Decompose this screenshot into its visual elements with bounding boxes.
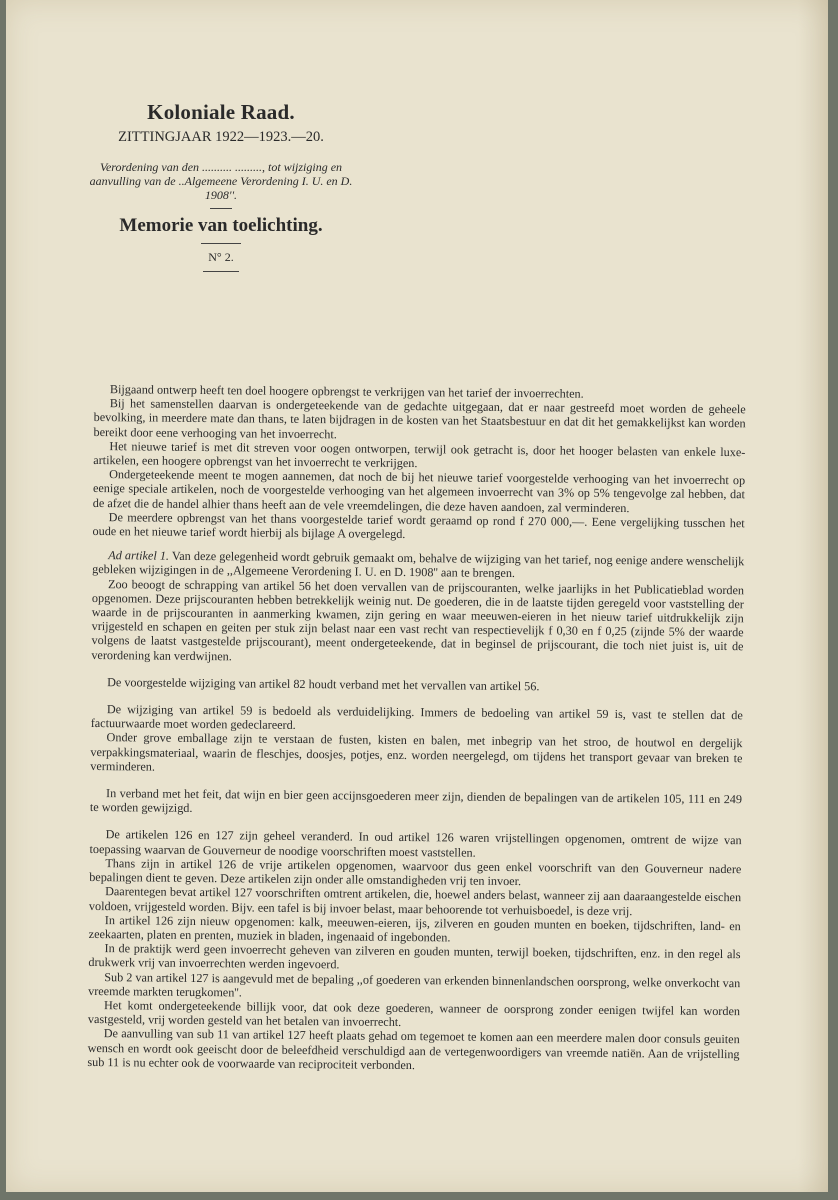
paragraph-text: Van deze gelegenheid wordt gebruik gemaakt om, behalve de wijziging van het tarief, nog eenige andere wenschelijk gebleken wijzigingen in de ,,Algemeene Verordening I. U. en D. 1908'' aan te brengen. bbox=[92, 548, 745, 581]
paragraph: Sub 2 van artikel 127 is aangevuld met de bepaling ,,of goederen van erkenden binnenlandschen oorsprong, welke onverkocht van vreemde markten terugkomen''. bbox=[88, 969, 741, 1000]
paragraph: Bijgaand ontwerp heeft ten doel hoogere opbrengst te verkrijgen van het tarief der invoerrechten. bbox=[109, 382, 584, 401]
memorandum-body bbox=[87, 382, 746, 1075]
divider bbox=[201, 243, 241, 244]
session-line: ZITTINGJAAR 1922—1923.—20. bbox=[118, 129, 324, 145]
document-header bbox=[76, 100, 366, 278]
divider bbox=[203, 271, 239, 272]
paragraph: Ondergeteekende meent te mogen aannemen, dat noch de bij het nieuwe tarief voorgestelde verhooging van het invoerrecht op eenige speciale artikelen, noch de voorgestelde verhooging van het algemeen invoerrecht van 3% op 5% tengevolge zal hebben, dat de afzet die de handel alhier thans heeft aan de vele vreemdelingen, die deze haven aandoen, zal verminderen. bbox=[92, 467, 746, 515]
paragraph: In verband met het feit, dat wijn en bier geen accijnsgoederen meer zijn, dienden de bepalingen van de artikelen 105, 111 en 249 te worden gewijzigd. bbox=[89, 786, 743, 816]
divider bbox=[210, 208, 232, 209]
document-title: Koloniale Raad. bbox=[147, 100, 295, 124]
article-label: Ad artikel 1. bbox=[108, 548, 170, 563]
paragraph: De voorgestelde wijziging van artikel 82 houdt verband met het vervallen van artikel 56. bbox=[107, 674, 540, 694]
paragraph: In artikel 126 zijn nieuw opgenomen: kalk, meeuwen-eieren, ijs, zilveren en gouden munten en boeken, tijdschriften, land- en zeekaarten, platen en prenten, muziek in bladen, ingenaaid of ingebonden. bbox=[88, 912, 741, 945]
paragraph: Het nieuwe tarief is met dit streven voor oogen ontworpen, terwijl ook getracht is, door het hooger belasten van enkele luxe-artikelen, een hoogere opbrengst van het invoerrecht te verkrijgen. bbox=[93, 438, 746, 471]
paragraph: Bij het samenstellen daarvan is ondergeteekende van de gedachte uitgegaan, dat er naar gestreefd moet worden de geheele bevolking, in meerdere mate dan thans, te laten bijdragen in de kosten van het Staatsbestuur en dat dit het gemakkelijkst kan worden bereikt door eene verhooging van het invoerrecht. bbox=[93, 396, 746, 441]
paragraph: De aanvulling van sub 11 van artikel 127 heeft plaats gehad om tegemoet te komen aan een meerdere malen door consuls geuiten wensch en wordt ook geeischt door de beleefdheid verschuldigd aan de vertegenwoordigers van vreemde natiën. Aan de vrijstelling sub 11 is nu echter ook de voorwaarde van reciprociteit verbonden. bbox=[87, 1026, 740, 1072]
page-fold-shadow bbox=[798, 0, 828, 1192]
ordinance-subject: Verordening van den .......... ........., tot wijziging en aanvulling van de ..Algemeene Verordening I. U. en D. 1908''. bbox=[89, 160, 353, 202]
paragraph: Het komt ondergeteekende billijk voor, dat ook deze goederen, wanneer de oorsprong zonder eenigen twijfel kan worden vastgesteld, vrij worden gesteld van het betalen van invoerrecht. bbox=[87, 998, 741, 1030]
paragraph: Daarentegen bevat artikel 127 voorschriften omtrent artikelen, die, hoewel anders belast, wanneer zij aan daaraangestelde eischen voldoen, vrijgesteld worden. Bijv. een tafel is bij invoer belast, maar behoorende tot verhuisboedel, is deze vrij. bbox=[88, 884, 742, 918]
paragraph: De wijziging van artikel 59 is bedoeld als verduidelijking. Immers de bedoeling van artikel 59 is, vast te stellen dat de factuurwaarde moet worden gedeclareerd. bbox=[90, 702, 743, 733]
document-number: N° 2. bbox=[208, 250, 234, 264]
paragraph: De artikelen 126 en 127 zijn geheel veranderd. In oud artikel 126 waren vrijstellingen opgenomen, omtrent de wijze van toepassing waarvan de Gouverneur de noodige voorschriften moest vaststellen. bbox=[89, 827, 742, 860]
paragraph: Thans zijn in artikel 126 de vrije artikelen opgenomen, waarvoor dus geen enkel voorschrift van den Gouverneur nadere bepalingen dient te geven. Deze artikelen zijn onder alle omstandigheden vrij ten invoer. bbox=[89, 856, 742, 889]
memorandum-heading: Memorie van toelichting. bbox=[119, 215, 323, 236]
paragraph: De meerdere opbrengst van het thans voorgestelde tarief wordt geraamd op rond f 270 000,—. Eene vergelijking tusschen het oude en het nieuwe tarief wordt hierbij als bijlage A overgelegd. bbox=[92, 509, 745, 542]
paragraph: Onder grove emballage zijn te verstaan de fusten, kisten en balen, met inbegrip van het stroo, de houtwol en dergelijk verpakkingsmateriaal, waarin de fleschjes, doosjes, potjes, enz. worden neergelegd, om tijdens het transport gevaar van breken te verminderen. bbox=[90, 730, 743, 774]
paragraph: Zoo beoogt de schrapping van artikel 56 het doen vervallen van de prijscouranten, welke jaarlijks in het Publicatieblad worden opgenomen. Deze prijscouranten hebben betrekkelijk weinig nut. De goederen, die in de laatste tijden geregeld voor vaststelling der waarde in de prijscouranten in aanmerking kwamen, zijn gering en waar meeuwen-eieren in het nieuw tarief uitdrukkelijk zijn vrijgesteld en schapen en geiten per stuk zijn belast naar een vast recht van respectievelijk f 0,30 en f 0,25 (zijnde 5% der waarde volgens de laatst vastgestelde prijscourant), meent ondergeteekende, dat in beginsel de prijscourant, die toch niet juist is, uit de verordening kan verdwijnen. bbox=[91, 576, 745, 663]
document-page bbox=[6, 0, 828, 1192]
paragraph: In de praktijk werd geen invoerrecht geheven van zilveren en gouden munten, terwijl boeken, tijdschriften, enz. in den regel als drukwerk vrij van invoerrechten werden ingevoerd. bbox=[88, 941, 741, 972]
